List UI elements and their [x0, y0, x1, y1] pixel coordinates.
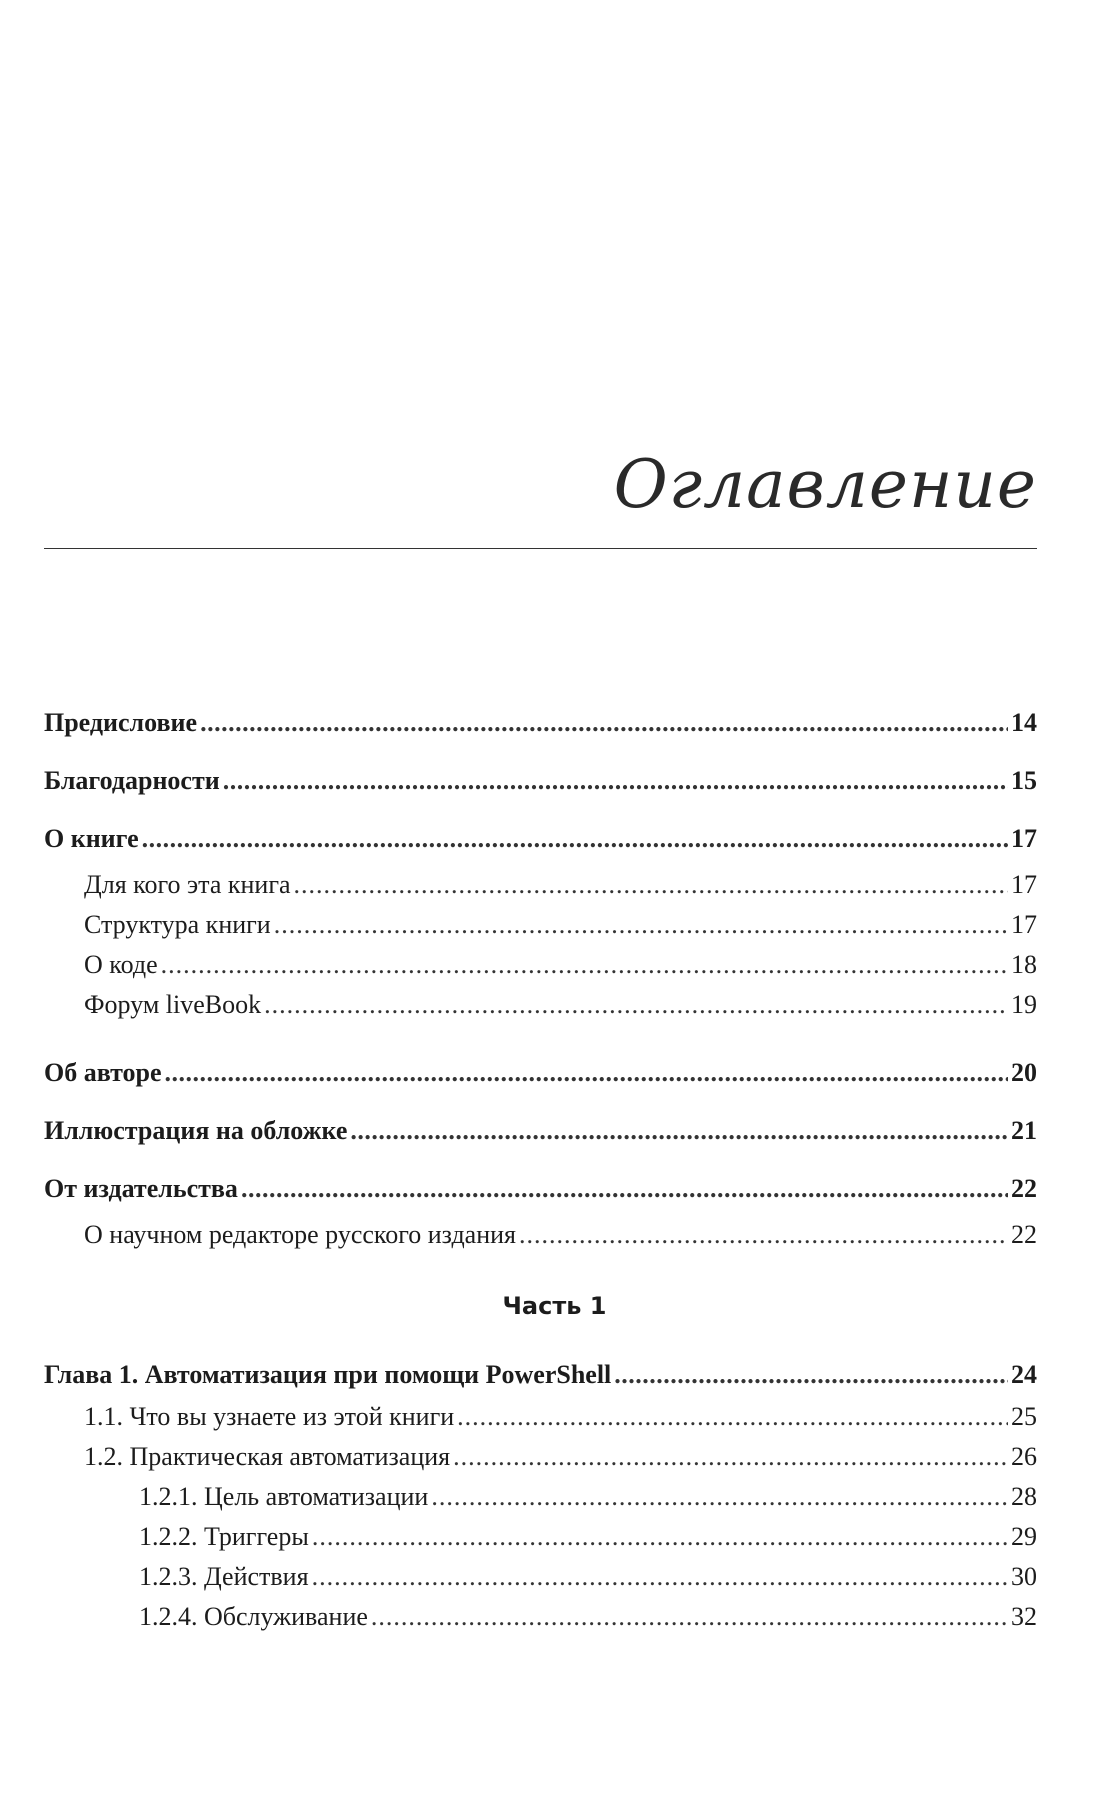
- toc-entry-page: 22: [1011, 1174, 1037, 1203]
- toc-entry-page: 21: [1011, 1116, 1037, 1145]
- toc-entry-section-1-2-2[interactable]: [139, 1522, 1037, 1552]
- toc-entry-page: 18: [1011, 950, 1037, 979]
- dot-leader: [431, 1482, 1008, 1512]
- toc-entry-page: 20: [1011, 1058, 1037, 1087]
- toc-entry-page: 26: [1011, 1442, 1037, 1471]
- toc-entry-section-1-1[interactable]: [84, 1402, 1037, 1432]
- part-heading: Часть 1: [502, 1292, 607, 1320]
- toc-entry-title: О научном редакторе русского издания: [84, 1220, 517, 1249]
- toc-entry-title: 1.2.3. Действия: [139, 1562, 309, 1591]
- toc-entry-title: Для кого эта книга: [84, 870, 291, 899]
- toc-entry-about-code[interactable]: [84, 950, 1037, 980]
- toc-entry-title: 1.2.4. Обслуживание: [139, 1602, 368, 1631]
- toc-entry-about-author[interactable]: [44, 1058, 1037, 1088]
- dot-leader: [223, 766, 1008, 796]
- toc-entry-title: 1.1. Что вы узнаете из этой книги: [84, 1402, 455, 1431]
- toc-entry-page: 17: [1011, 824, 1037, 853]
- toc-entry-title: От издательства: [44, 1174, 238, 1203]
- toc-entry-title: Благодарности: [44, 766, 220, 795]
- dot-leader: [312, 1522, 1008, 1552]
- toc-entry-title: О коде: [84, 950, 158, 979]
- dot-leader: [264, 990, 1008, 1020]
- toc-entry-page: 15: [1011, 766, 1037, 795]
- dot-leader: [453, 1442, 1008, 1472]
- toc-entry-title: Глава 1. Автоматизация при помощи PowerShell: [44, 1360, 612, 1389]
- toc-entry-page: 22: [1011, 1220, 1037, 1249]
- toc-entry-title: Иллюстрация на обложке: [44, 1116, 348, 1145]
- toc-entry-forum[interactable]: [84, 990, 1037, 1020]
- toc-entry-page: 28: [1011, 1482, 1037, 1511]
- toc-entry-chapter-1[interactable]: [44, 1360, 1037, 1390]
- toc-entry-title: 1.2. Практическая автоматизация: [84, 1442, 451, 1471]
- toc-entry-title: О книге: [44, 824, 139, 853]
- toc-entry-title: Об авторе: [44, 1058, 162, 1087]
- dot-leader: [161, 950, 1008, 980]
- toc-entry-page: 14: [1011, 708, 1037, 737]
- toc-entry-preface[interactable]: [44, 708, 1037, 738]
- dot-leader: [371, 1602, 1008, 1632]
- dot-leader: [294, 870, 1008, 900]
- toc-entry-title: 1.2.2. Триггеры: [139, 1522, 309, 1551]
- dot-leader: [350, 1116, 1008, 1146]
- dot-leader: [519, 1220, 1008, 1250]
- dot-leader: [142, 824, 1008, 854]
- toc-entry-page: 30: [1011, 1562, 1037, 1591]
- toc-entry-science-editor[interactable]: [84, 1220, 1037, 1250]
- title-divider: [44, 548, 1037, 549]
- toc-entry-acknowledgements[interactable]: [44, 766, 1037, 796]
- dot-leader: [457, 1402, 1008, 1432]
- toc-entry-from-publisher[interactable]: [44, 1174, 1037, 1204]
- toc-entry-page: 17: [1011, 870, 1037, 899]
- toc-entry-page: 32: [1011, 1602, 1037, 1631]
- toc-entry-title: Форум liveBook: [84, 990, 262, 1019]
- toc-entry-section-1-2-1[interactable]: [139, 1482, 1037, 1512]
- toc-entry-page: 24: [1011, 1360, 1037, 1389]
- toc-entry-audience[interactable]: [84, 870, 1037, 900]
- toc-entry-page: 17: [1011, 910, 1037, 939]
- toc-entry-section-1-2-3[interactable]: [139, 1562, 1037, 1592]
- dot-leader: [274, 910, 1008, 940]
- page-title: Оглавление: [613, 446, 1037, 523]
- toc-entry-page: 19: [1011, 990, 1037, 1019]
- toc-entry-cover-illustration[interactable]: [44, 1116, 1037, 1146]
- toc-entry-title: Предисловие: [44, 708, 198, 737]
- toc-entry-page: 29: [1011, 1522, 1037, 1551]
- dot-leader: [165, 1058, 1008, 1088]
- toc-entry-title: Структура книги: [84, 910, 271, 939]
- dot-leader: [312, 1562, 1008, 1592]
- toc-entry-about-book[interactable]: [44, 824, 1037, 854]
- dot-leader: [200, 708, 1008, 738]
- toc-entry-page: 25: [1011, 1402, 1037, 1431]
- dot-leader: [241, 1174, 1008, 1204]
- toc-entry-title: 1.2.1. Цель автоматизации: [139, 1482, 429, 1511]
- toc-entry-structure[interactable]: [84, 910, 1037, 940]
- toc-entry-section-1-2-4[interactable]: [139, 1602, 1037, 1632]
- dot-leader: [614, 1360, 1008, 1390]
- toc-entry-section-1-2[interactable]: [84, 1442, 1037, 1472]
